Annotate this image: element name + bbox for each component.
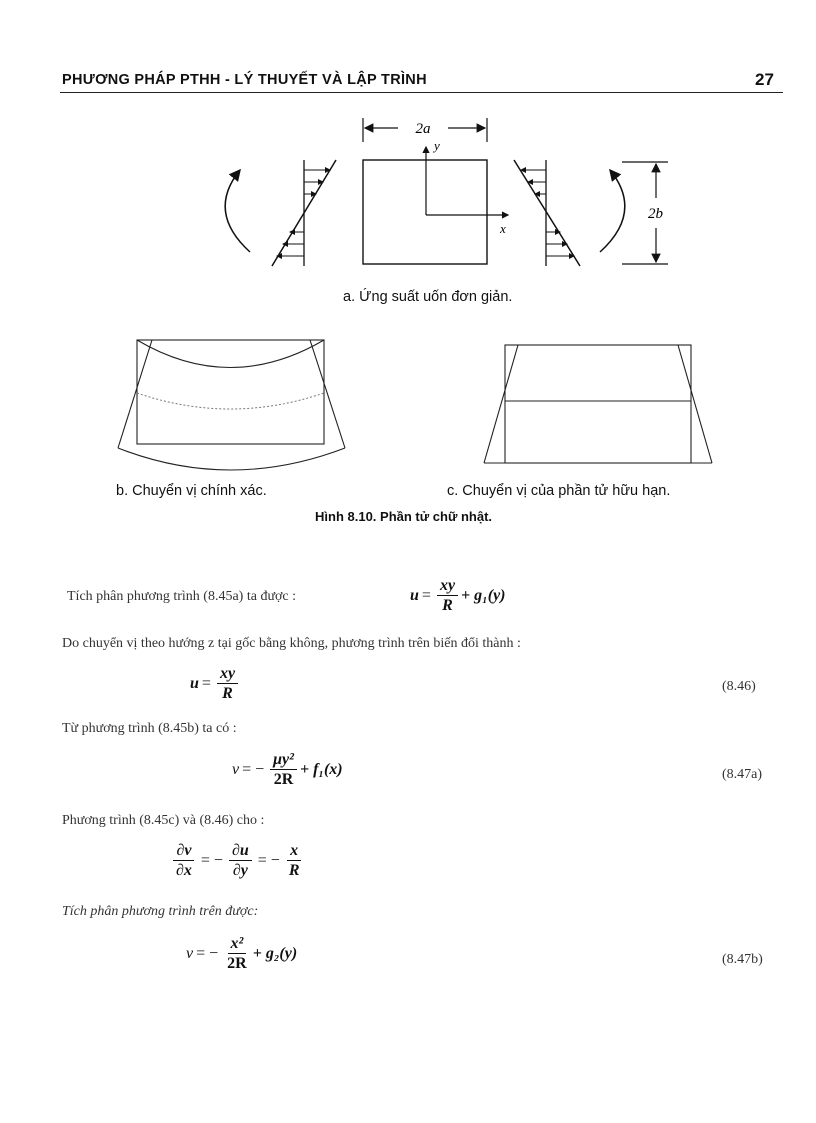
- element-rectangle: [363, 160, 487, 264]
- figure-c-diagram: [484, 345, 712, 463]
- paragraph-1: Tích phân phương trình (8.45a) ta được :: [67, 589, 297, 604]
- equation-number-8-47a: (8.47a): [722, 767, 763, 782]
- paragraph-3: Từ phương trình (8.45b) ta có :: [62, 721, 237, 736]
- paragraph-4: Phương trình (8.45c) và (8.46) cho :: [62, 813, 265, 828]
- height-label: 2b: [648, 206, 663, 222]
- caption-c: c. Chuyển vị của phần tử hữu hạn.: [447, 483, 671, 499]
- width-label: 2a: [415, 121, 431, 137]
- equation-8-47b: v = − $\frac{\text{x²}}{2R}$ + g₂(y): [186, 935, 298, 972]
- equation-integral-u: u = $\frac{xy}{R}$ + g₁(y): [410, 577, 506, 614]
- x-axis-label: x: [500, 221, 506, 236]
- figure-title: Hình 8.10. Phần tử chữ nhật.: [315, 509, 493, 524]
- header-title: PHƯƠNG PHÁP PTHH - LÝ THUYẾT VÀ LẬP TRÌNH: [62, 72, 427, 88]
- y-axis-label: y: [434, 138, 440, 153]
- equation-8-47a: v = − $\frac{\text{μy²}}{2R}$ + f₁(x): [232, 751, 343, 788]
- page-number: 27: [755, 70, 774, 89]
- equation-number-8-46: (8.46): [722, 679, 756, 694]
- paragraph-5: Tích phân phương trình trên được:: [62, 904, 259, 919]
- figure-a-diagram: [0, 0, 816, 560]
- paragraph-2: Do chuyển vị theo hướng z tại gốc bằng không, phương trình trên biến đổi thành :: [62, 636, 521, 651]
- equation-8-46: u = $\frac{xy}{R}$: [190, 665, 241, 703]
- caption-a: a. Ứng suất uốn đơn giản.: [343, 289, 513, 305]
- equation-partial: $\frac{\partial v}{\partial x}$ = − $\frac{\partial u}{\partial y}$ = − $\frac{x}{R}$: [170, 842, 305, 880]
- figure-b-diagram: [118, 340, 345, 470]
- equation-number-8-47b: (8.47b): [722, 952, 763, 967]
- caption-b: b. Chuyển vị chính xác.: [116, 483, 267, 499]
